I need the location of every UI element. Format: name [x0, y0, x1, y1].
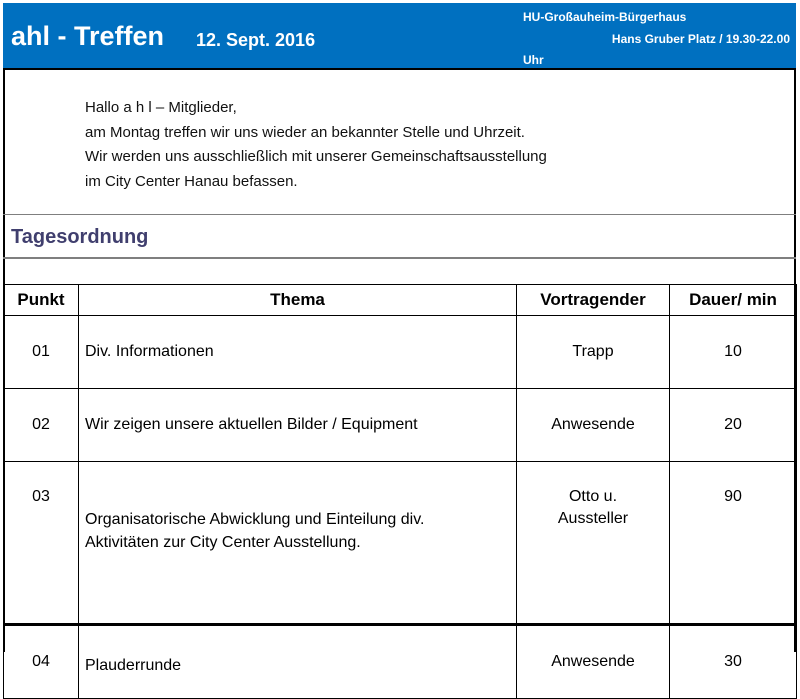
cell-punkt: 04: [4, 625, 79, 699]
table-row: [4, 625, 797, 699]
agenda-table: [3, 284, 797, 699]
cell-thema: Div. Informationen: [79, 316, 517, 389]
cell-punkt: 02: [4, 389, 79, 462]
intro-line: im City Center Hanau befassen.: [85, 172, 298, 190]
vortragender-line: Otto u.: [568, 488, 618, 505]
meeting-title: ahl - Treffen: [11, 21, 165, 51]
intro-line: am Montag treffen wir uns wieder an bekannter Stelle und Uhrzeit.: [85, 123, 525, 141]
agenda-heading: Tagesordnung: [11, 226, 149, 248]
cell-dauer: 10: [670, 316, 797, 389]
cell-dauer: 90: [670, 462, 797, 625]
column-header-dauer: Dauer/ min: [670, 285, 797, 316]
cell-thema: Wir zeigen unsere aktuellen Bilder / Equipment: [79, 389, 517, 462]
cell-dauer: 20: [670, 389, 797, 462]
table-header-row: [4, 285, 797, 316]
location-time-unit: Uhr: [523, 53, 544, 67]
cell-thema: [79, 462, 517, 625]
cell-vortragender: Anwesende: [517, 389, 670, 462]
header-banner: [3, 3, 796, 70]
divider: [3, 257, 796, 259]
meeting-date: 12. Sept. 2016: [196, 30, 316, 50]
divider: [3, 214, 796, 215]
table-row: [4, 389, 797, 462]
thema-line: Aktivitäten zur City Center Ausstellung.: [85, 534, 361, 551]
column-header-punkt: Punkt: [4, 285, 79, 316]
thema-text: Plauderrunde: [85, 657, 182, 674]
column-header-vortragender: Vortragender: [517, 285, 670, 316]
location-address-time: Hans Gruber Platz / 19.30-22.00: [611, 32, 790, 46]
cell-dauer: 30: [670, 625, 797, 699]
intro-text: [85, 96, 547, 194]
intro-line: Wir werden uns ausschließlich mit unserer Gemeinschaftsausstellung: [85, 148, 547, 165]
vortragender-line: Aussteller: [557, 510, 629, 527]
cell-vortragender: Anwesende: [517, 625, 670, 699]
cell-punkt: 01: [4, 316, 79, 389]
table-row: [4, 462, 797, 625]
cell-vortragender: [517, 462, 670, 625]
thema-line: Organisatorische Abwicklung und Einteilung div.: [85, 511, 425, 528]
cell-thema: [79, 625, 517, 699]
location-venue: HU-Großauheim-Bürgerhaus: [523, 10, 687, 24]
intro-line: Hallo a h l – Mitglieder,: [85, 99, 237, 116]
cell-vortragender: Trapp: [517, 316, 670, 389]
cell-punkt: 03: [4, 462, 79, 625]
column-header-thema: Thema: [79, 285, 517, 316]
table-row: [4, 316, 797, 389]
